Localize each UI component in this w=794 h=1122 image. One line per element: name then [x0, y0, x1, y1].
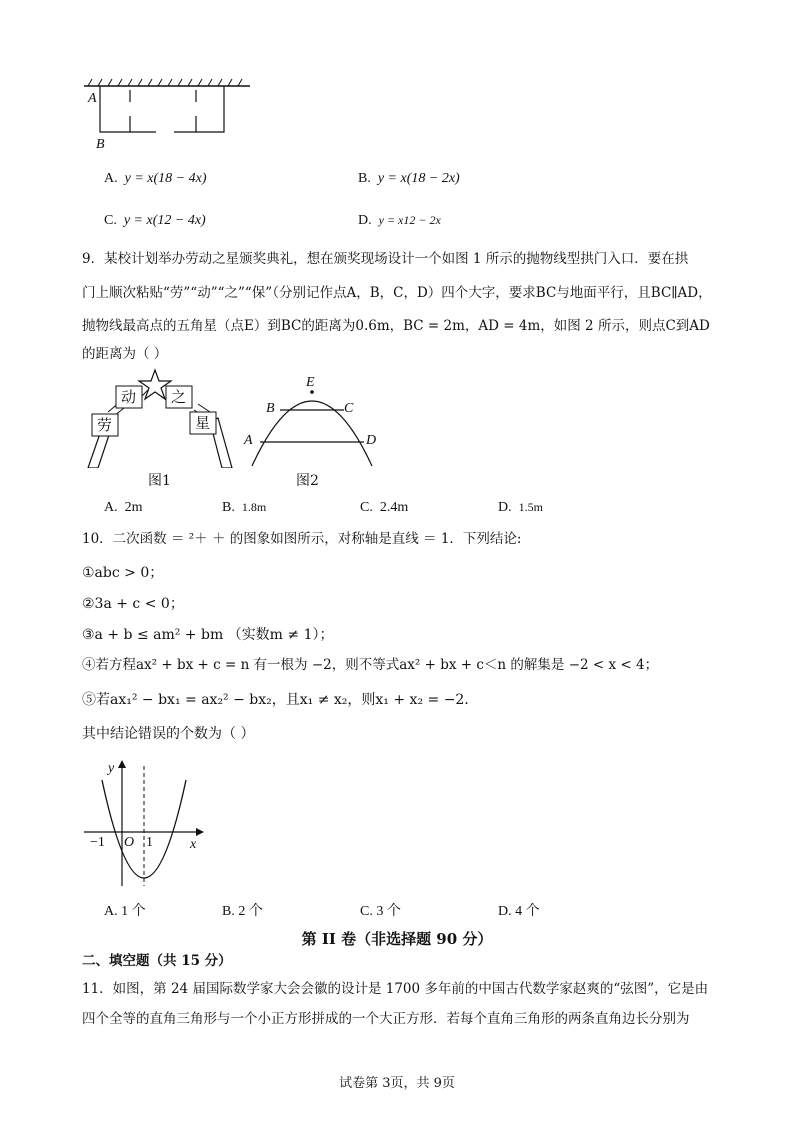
label-e: E [306, 375, 315, 390]
q9-line-4: 的距离为（ ） [82, 346, 168, 362]
q9-option-a-value: 2m [124, 500, 143, 515]
q8-option-a-expr: y = x(18 − 4x) [124, 171, 207, 186]
point-b-label: B [96, 137, 105, 152]
q10-ask: 其中结论错误的个数为（ ） [82, 726, 255, 742]
q9-line-3: 抛物线最高点的五角星（点E）到BC的距离为0.6m，BC = 2m，AD = 4m，如图 2 所示，则点C到AD [82, 318, 710, 334]
q10-item-2: ②3a + c < 0； [82, 596, 184, 612]
graph-y-label: y [108, 761, 115, 776]
q10-item-4: ④若方程ax² + bx + c = n 有一根为 −2，则不等式ax² + bx + c＜n 的解集是 −2 < x < 4； [82, 657, 659, 673]
char-zhi: 之 [171, 388, 187, 406]
q9-option-c-letter: C. [360, 500, 373, 515]
q8-option-b-expr: y = x(18 − 2x) [377, 171, 460, 186]
q9-line-1: 9．某校计划举办劳动之星颁奖典礼，想在颁奖现场设计一个如图 1 所示的抛物线型拱门入口．要在拱 [82, 251, 689, 267]
q10-option-c-letter: C. [360, 904, 373, 919]
q10-option-d-letter: D. [498, 904, 512, 919]
parabola-graph [82, 756, 212, 890]
label-d: D [366, 433, 377, 448]
q9-option-d[interactable] [498, 501, 543, 515]
char-xing: 星 [195, 414, 211, 432]
q9-option-c-value: 2.4m [379, 500, 409, 515]
parabola-diagram [240, 372, 390, 468]
q8-option-a[interactable] [104, 172, 207, 186]
q8-option-d-expr: y = x12 − 2x [378, 213, 441, 227]
graph-1-label: 1 [146, 835, 153, 850]
q10-option-a[interactable] [104, 905, 146, 919]
part-2-title: 第 II 卷（非选择题 90 分） [301, 930, 493, 948]
q9-option-d-value: 1.5m [518, 500, 543, 514]
q10-option-a-value: 1 个 [121, 904, 146, 919]
q8-option-c-letter: C. [104, 213, 117, 228]
q11-line-1: 11．如图，第 24 届国际数学家大会会徽的设计是 1700 多年前的中国古代数学家赵爽的“弦图”，它是由 [82, 981, 709, 997]
q8-option-d-letter: D. [358, 213, 372, 228]
char-dong: 动 [121, 388, 137, 406]
figure-1-caption: 图1 [148, 473, 171, 489]
q10-option-b-letter: B. [222, 904, 235, 919]
q9-line-2: 门上顺次粘贴“劳”“动”“之”“保”（分别记作点A，B，C，D）四个大字，要求BC与地面平行，且BC∥AD， [82, 285, 712, 301]
q9-option-a-letter: A. [104, 500, 118, 515]
q9-option-d-letter: D. [498, 500, 512, 515]
q9-option-c[interactable] [360, 501, 408, 515]
q10-option-b-value: 2 个 [238, 904, 263, 919]
q8-option-d[interactable] [358, 214, 441, 228]
point-a-label: A [88, 91, 97, 106]
q8-option-b-letter: B. [358, 171, 371, 186]
graph-neg1-label: −1 [90, 835, 105, 850]
q8-option-a-letter: A. [104, 171, 118, 186]
q10-option-c[interactable] [360, 905, 401, 919]
q10-stem: 10．二次函数 ＝ ²＋ ＋ 的图象如图所示，对称轴是直线 ＝ 1．下列结论: [82, 531, 522, 547]
section-2-heading: 二、填空题（共 15 分） [82, 953, 232, 969]
q9-figure-1 [80, 368, 240, 492]
label-a: A [244, 433, 253, 448]
page-footer: 试卷第 3页，共 9页 [339, 1076, 455, 1091]
graph-x-label: x [190, 837, 197, 852]
q8-option-c[interactable] [104, 214, 206, 228]
fence-diagram [84, 76, 254, 156]
figure-2-caption: 图2 [296, 473, 319, 489]
q9-option-b[interactable] [222, 501, 266, 515]
q10-option-b[interactable] [222, 905, 263, 919]
q8-option-c-expr: y = x(12 − 4x) [123, 213, 206, 228]
q10-option-c-value: 3 个 [376, 904, 401, 919]
q9-option-b-letter: B. [222, 500, 235, 515]
q10-option-a-letter: A. [104, 904, 118, 919]
label-b: B [266, 401, 275, 416]
graph-origin-label: O [124, 835, 135, 850]
q8-option-b[interactable] [358, 172, 460, 186]
label-c: C [344, 401, 354, 416]
char-lao: 劳 [97, 416, 113, 434]
q9-option-b-value: 1.8m [241, 500, 267, 514]
q10-option-d-value: 4 个 [515, 904, 540, 919]
q10-graph [82, 756, 212, 890]
q10-item-5: ⑤若ax₁² − bx₁ = ax₂² − bx₂，且x₁ ≠ x₂，则x₁ + x₂ = −2． [82, 692, 479, 708]
q10-option-d[interactable] [498, 905, 540, 919]
q11-line-2: 四个全等的直角三角形与一个小正方形拼成的一个大正方形．若每个直角三角形的两条直角边长分别为 [82, 1011, 690, 1027]
q10-item-3: ③a + b ≤ am² + bm （实数m ≠ 1）； [82, 627, 334, 643]
q9-figure-2 [240, 372, 390, 492]
q10-item-1: ①abc > 0； [82, 565, 164, 581]
q9-option-a[interactable] [104, 501, 143, 515]
fence-figure [84, 76, 254, 156]
